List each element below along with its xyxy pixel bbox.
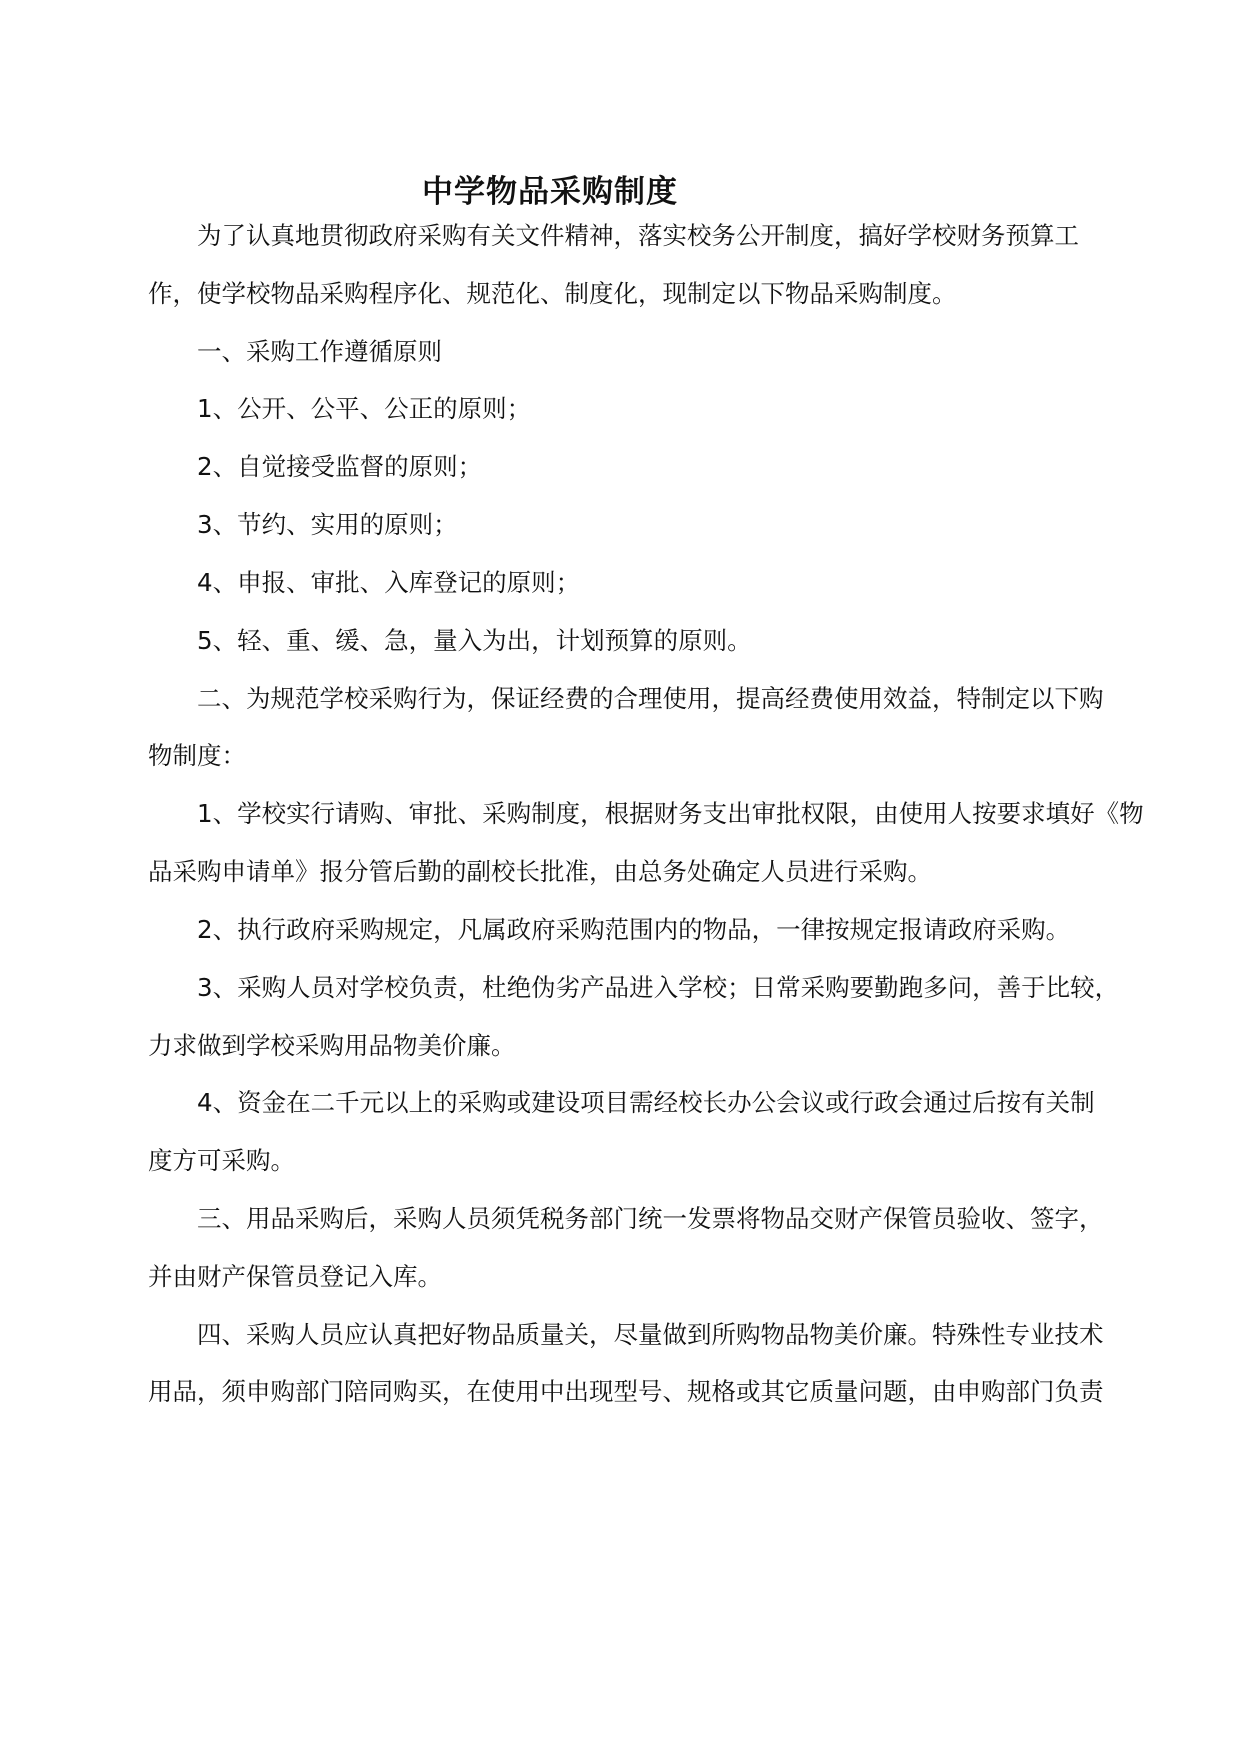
rule-item-4-line-1: 4、资金在二千元以上的采购或建设项目需经校长办公会议或行政会通过后按有关制	[197, 1088, 1095, 1117]
principle-item-3: 3、节约、实用的原则；	[197, 510, 458, 539]
paragraph-intro-line-1: 为了认真地贯彻政府采购有关文件精神，落实校务公开制度，搞好学校财务预算工	[197, 221, 1079, 250]
rule-item-2: 2、执行政府采购规定，凡属政府采购范围内的物品，一律按规定报请政府采购。	[197, 915, 1071, 944]
section-4-line-2: 用品，须申购部门陪同购买，在使用中出现型号、规格或其它质量问题，由申购部门负责	[148, 1377, 1104, 1406]
document-title: 中学物品采购制度	[422, 174, 678, 210]
rule-item-3-line-1: 3、采购人员对学校负责，杜绝伪劣产品进入学校；日常采购要勤跑多问，善于比较，	[197, 973, 1120, 1002]
principle-item-4: 4、申报、审批、入库登记的原则；	[197, 568, 581, 597]
section-4-line-1: 四、采购人员应认真把好物品质量关，尽量做到所购物品物美价廉。特殊性专业技术	[197, 1320, 1104, 1349]
rule-item-1-line-1: 1、学校实行请购、审批、采购制度，根据财务支出审批权限，由使用人按要求填好《物	[197, 799, 1144, 828]
principle-item-5: 5、轻、重、缓、急，量入为出，计划预算的原则。	[197, 626, 752, 655]
section-3-line-1: 三、用品采购后，采购人员须凭税务部门统一发票将物品交财产保管员验收、签字，	[197, 1204, 1104, 1233]
rule-item-1-line-2: 品采购申请单》报分管后勤的副校长批准，由总务处确定人员进行采购。	[148, 857, 932, 886]
rule-item-4-line-2: 度方可采购。	[148, 1146, 295, 1175]
principle-item-2: 2、自觉接受监督的原则；	[197, 452, 483, 481]
section-3-line-2: 并由财产保管员登记入库。	[148, 1262, 442, 1291]
paragraph-intro-line-2: 作，使学校物品采购程序化、规范化、制度化，现制定以下物品采购制度。	[148, 279, 957, 308]
section-1-heading: 一、采购工作遵循原则	[197, 337, 442, 366]
section-2-line-1: 二、为规范学校采购行为，保证经费的合理使用，提高经费使用效益，特制定以下购	[197, 684, 1104, 713]
principle-item-1: 1、公开、公平、公正的原则；	[197, 394, 532, 423]
rule-item-3-line-2: 力求做到学校采购用品物美价廉。	[148, 1031, 516, 1060]
section-2-line-2: 物制度：	[148, 741, 246, 770]
